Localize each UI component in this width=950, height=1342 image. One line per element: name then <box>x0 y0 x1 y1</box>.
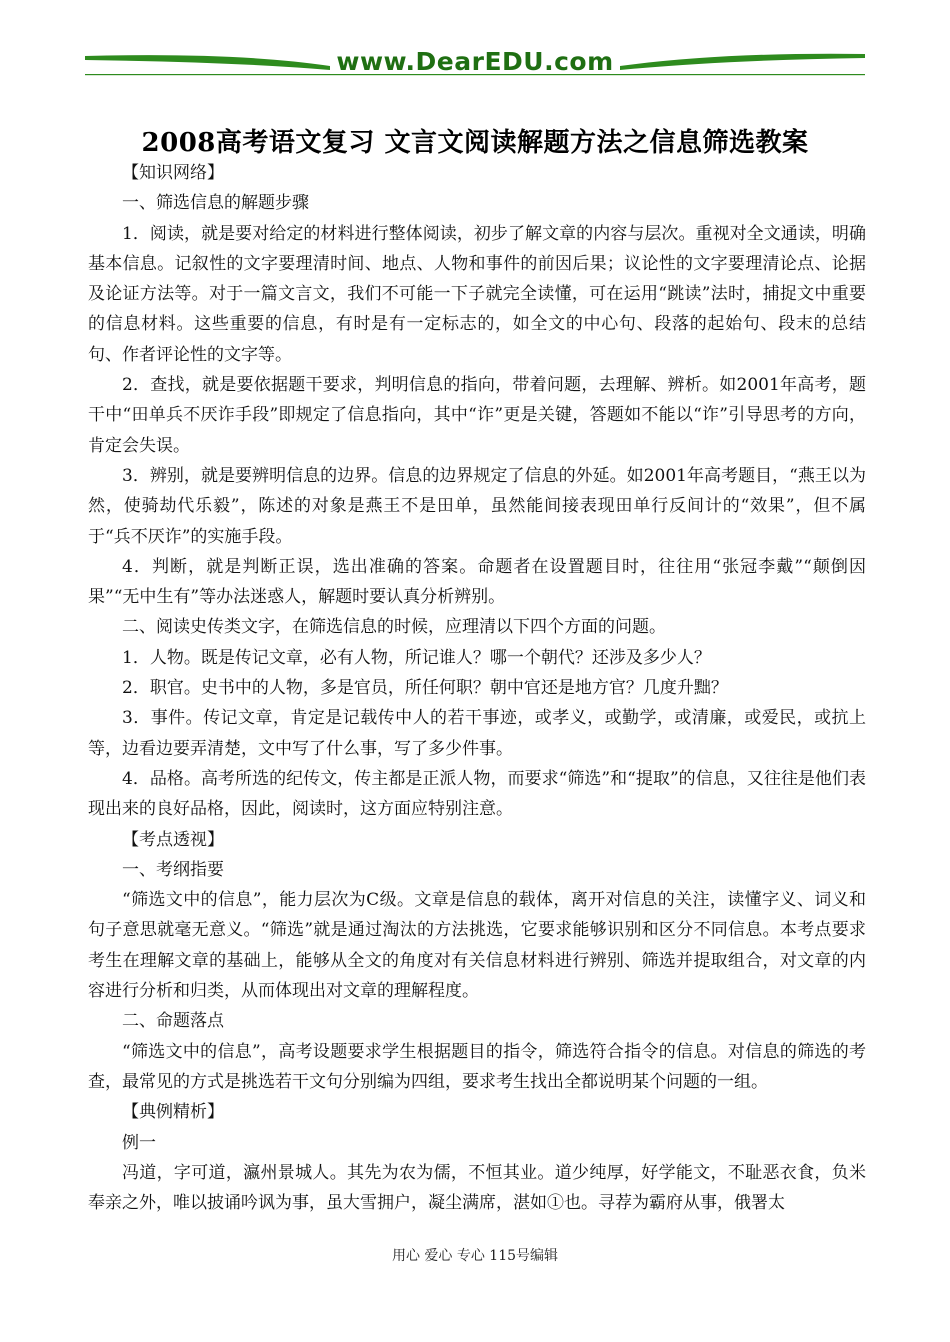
paragraph: 【考点透视】 <box>122 829 224 850</box>
site-header-banner <box>85 44 865 80</box>
paragraph: 3．辨别，就是要辨明信息的边界。信息的边界规定了信息的外延。如2001年高考题目，“燕王以为然，使骑劫代乐毅”，陈述的对象是燕王不是田单，虽然能间接表现田单行反间计的“效果”，但不属于“兵不厌诈”的实施手段。 <box>88 465 866 547</box>
paragraph: 【知识网络】 <box>122 163 224 183</box>
paragraph: 【典例精析】 <box>122 1102 224 1123</box>
paragraph: 一、筛选信息的解题步骤 <box>122 193 309 214</box>
paragraph: 1．阅读，就是要对给定的材料进行整体阅读，初步了解文章的内容与层次。重视对全文通读，明确基本信息。记叙性的文字要理清时间、地点、人物和事件的前因后果；议论性的文字要理清论点、论据及论证方法等。对于一篇文言文，我们不可能一下子就完全读懂，可在运用“跳读”法时，捕捉文中重要的信息材料。这些重要的信息，有时是有一定标志的，如全文的中心句、段落的起始句、段末的总结句、作者评论性的文字等。 <box>88 223 866 365</box>
paragraph: 3．事件。传记文章，肯定是记载传中人的若干事迹，或孝义，或勤学，或清廉，或爱民，或抗上等，边看边要弄清楚，文中写了什么事，写了多少件事。 <box>88 708 866 759</box>
site-logo[interactable]: www.DearEDU.com <box>336 47 614 76</box>
paragraph: 4．品格。高考所选的纪传文，传主都是正派人物，而要求“筛选”和“提取”的信息，又往往是他们表现出来的良好品格，因此，阅读时，这方面应特别注意。 <box>88 768 866 820</box>
paragraph: 4．判断，就是判断正误，选出准确的答案。命题者在设置题目时，往往用“张冠李戴”“颠倒因果”“无中生有”等办法迷惑人，解题时要认真分析辨别。 <box>88 556 866 608</box>
paragraph: “筛选文中的信息”，能力层次为C级。文章是信息的载体，离开对信息的关注，读懂字义、词义和句子意思就毫无意义。“筛选”就是通过淘汰的方法挑选，它要求能够识别和区分不同信息。本考点要求考生在理解文章的基础上，能够从全文的角度对有关信息材料进行辨别、筛选并提取组合，对文章的内容进行分析和归类，从而体现出对文章的理解程度。 <box>88 890 866 1002</box>
paragraph: 例一 <box>122 1132 156 1153</box>
paragraph: 2．查找，就是要依据题干要求，判明信息的指向，带着问题，去理解、辨析。如2001年高考，题干中“田单兵不厌诈手段”即规定了信息指向，其中“诈”更是关键，答题如不能以“诈”引导思考的方向，肯定会失误。 <box>88 375 866 456</box>
document-title: 2008高考语文复习 文言文阅读解题方法之信息筛选教案 <box>141 128 809 158</box>
paragraph: 1．人物。既是传记文章，必有人物，所记谁人？哪一个朝代？还涉及多少人？ <box>122 647 711 668</box>
paragraph: 二、阅读史传类文字，在筛选信息的时候，应理清以下四个方面的问题。 <box>122 617 666 638</box>
paragraph: 2．职官。史书中的人物，多是官员，所任何职？朝中官还是地方官？几度升黜？ <box>122 678 728 699</box>
paragraph: 冯道，字可道，瀛州景城人。其先为农为儒，不恒其业。道少纯厚，好学能文，不耻恶衣食，负米奉亲之外，唯以披诵吟讽为事，虽大雪拥户，凝尘满席，湛如①也。寻荐为霸府从事，俄署太 <box>88 1162 866 1214</box>
document-body <box>88 158 866 1218</box>
paragraph: 一、考纲指要 <box>122 859 224 880</box>
paragraph: 二、命题落点 <box>122 1011 224 1032</box>
page-footer: 用心 爱心 专心 115号编辑 <box>391 1248 559 1264</box>
paragraph: “筛选文中的信息”，高考设题要求学生根据题目的指令，筛选符合指令的信息。对信息的筛选的考查，最常见的方式是挑选若干文句分别编为四组，要求考生找出全都说明某个问题的一组。 <box>88 1041 866 1092</box>
